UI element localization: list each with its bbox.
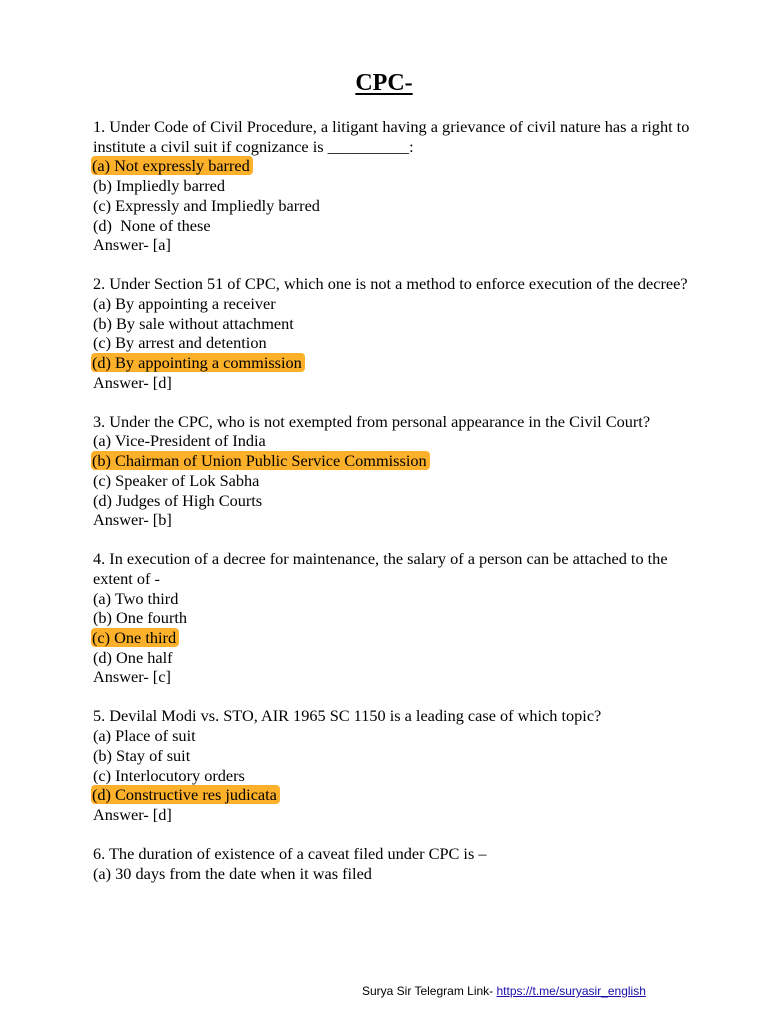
option-d: (d) Judges of High Courts: [93, 490, 263, 510]
option-b: (b) One fourth: [93, 608, 188, 628]
option-b: (b) Stay of suit: [93, 745, 191, 765]
highlighted-option-text: (c) One third: [91, 628, 179, 647]
question-text: 1. Under Code of Civil Procedure, a litigant having a grievance of civil nature has a right to institute a civil suit if cognizance is __________:: [93, 117, 694, 156]
option-c: (c) Speaker of Lok Sabha: [93, 470, 260, 490]
option-b: [93, 451, 693, 471]
option-d: (d) None of these: [93, 215, 211, 235]
question-list: [93, 117, 693, 903]
highlighted-option-text: (b) Chairman of Union Public Service Commission: [91, 451, 430, 470]
option-c: (c) By arrest and detention: [93, 333, 267, 353]
option-a: (a) Two third: [93, 588, 179, 608]
question-text: 2. Under Section 51 of CPC, which one is not a method to enforce execution of the decree?: [93, 274, 688, 294]
option-d: [93, 353, 693, 373]
highlighted-option-text: (a) Not expressly barred: [91, 156, 253, 175]
answer-line: Answer- [a]: [93, 235, 171, 255]
option-a: (a) By appointing a receiver: [93, 293, 276, 313]
option-a: [93, 156, 693, 176]
question-text: 6. The duration of existence of a caveat filed under CPC is –: [93, 843, 487, 863]
question-3: [93, 412, 693, 530]
highlighted-option-text: (d) Constructive res judicata: [91, 785, 280, 804]
highlighted-option-text: (d) By appointing a commission: [91, 353, 305, 372]
question-text: 3. Under the CPC, who is not exempted from personal appearance in the Civil Court?: [93, 411, 651, 431]
page-title: CPC-: [355, 70, 413, 96]
question-4: [93, 549, 693, 687]
telegram-link[interactable]: https://t.me/suryasir_english: [496, 984, 646, 998]
option-b: (b) Impliedly barred: [93, 176, 226, 196]
answer-line: Answer- [b]: [93, 510, 172, 530]
answer-line: Answer- [c]: [93, 667, 171, 687]
option-c: [93, 628, 693, 648]
question-2: [93, 274, 693, 392]
footer-label: Surya Sir Telegram Link-: [362, 984, 497, 998]
option-d: [93, 785, 693, 805]
answer-line: Answer- [d]: [93, 372, 172, 392]
question-6: [93, 844, 693, 883]
footer: [362, 983, 646, 999]
option-a: (a) 30 days from the date when it was filed: [93, 863, 372, 883]
option-d: (d) One half: [93, 647, 173, 667]
answer-line: Answer- [d]: [93, 804, 172, 824]
option-b: (b) By sale without attachment: [93, 313, 294, 333]
question-text: 5. Devilal Modi vs. STO, AIR 1965 SC 1150 is a leading case of which topic?: [93, 706, 602, 726]
option-a: (a) Vice-President of India: [93, 431, 266, 451]
option-c: (c) Interlocutory orders: [93, 765, 245, 785]
option-a: (a) Place of suit: [93, 726, 196, 746]
question-5: [93, 706, 693, 824]
option-c: (c) Expressly and Impliedly barred: [93, 195, 320, 215]
question-1: [93, 117, 693, 255]
question-text: 4. In execution of a decree for maintenance, the salary of a person can be attached to the extent of -: [93, 549, 672, 588]
